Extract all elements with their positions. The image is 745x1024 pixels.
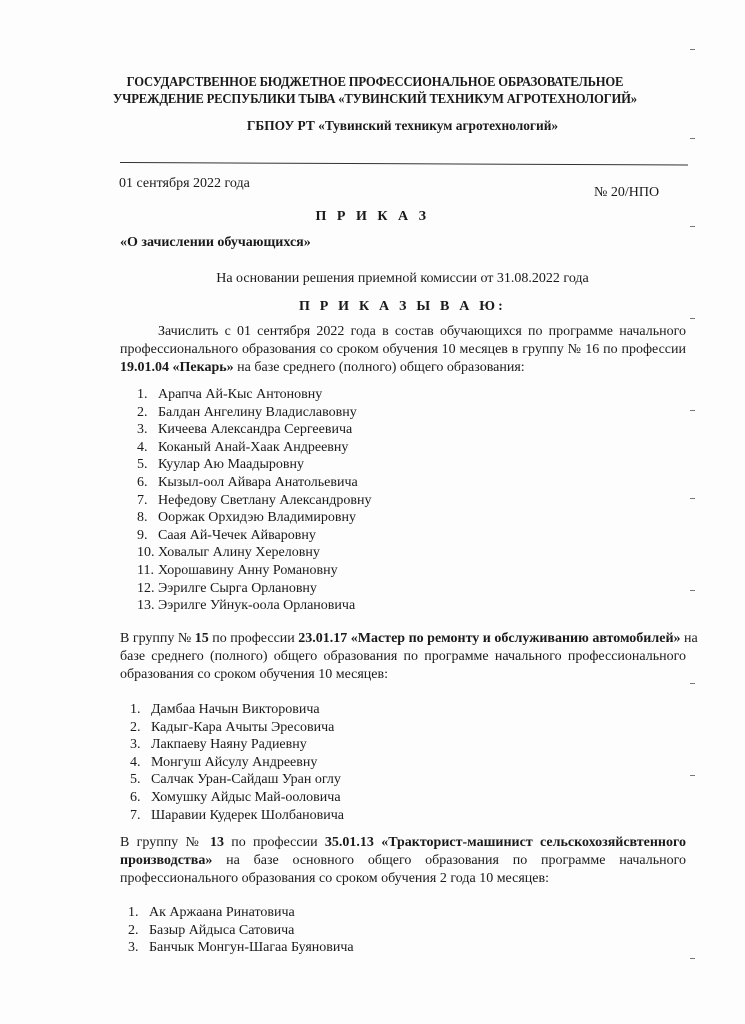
- student-name: Ак Аржаана Ринатовича: [149, 905, 295, 920]
- section-2-paragraph: [120, 630, 698, 684]
- order-number: № 20/НПО: [594, 185, 660, 200]
- group-number-15: 15: [194, 631, 209, 646]
- list-item-number: 4.: [130, 754, 141, 770]
- student-name: Балдан Ангелину Владиславовну: [158, 404, 357, 420]
- student-name: Монгуш Айсулу Андреевну: [151, 754, 318, 770]
- section-2-line-1: [120, 630, 698, 648]
- student-name: Хомушку Айдыс Май-ооловича: [151, 789, 341, 805]
- list-item-number: 10.: [137, 545, 155, 561]
- student-name: Лакпаеву Наяну Радиевну: [151, 737, 307, 753]
- section-3-line-2: [120, 852, 686, 870]
- student-name: Арапча Ай-Кыс Антоновну: [158, 387, 323, 402]
- list-item-number: 6.: [137, 474, 148, 490]
- scan-mark: [690, 958, 695, 959]
- list-item-number: 2.: [128, 922, 139, 938]
- list-item-number: 3.: [128, 940, 139, 956]
- list-item-number: 7.: [137, 492, 148, 508]
- list-item-number: 7.: [130, 807, 141, 823]
- section-3-prefix: В группу №: [120, 835, 210, 850]
- student-list-item: [137, 527, 371, 545]
- student-list-item: [137, 421, 371, 439]
- student-list-item: [128, 922, 354, 940]
- student-list-group-13: [128, 904, 354, 957]
- student-name: Дамбаа Начын Викторовича: [151, 702, 320, 717]
- student-list-item: [137, 439, 371, 457]
- student-list-item: [130, 771, 344, 789]
- section-1-paragraph: [120, 323, 686, 377]
- scan-mark: [690, 226, 695, 227]
- student-list-group-16: [137, 386, 371, 615]
- section-1-line-2: профессионального образования со сроком обучения 10 месяцев в группу № 16 по профессии: [120, 342, 686, 357]
- list-item-number: 12.: [137, 580, 155, 596]
- student-list-item: [137, 580, 371, 598]
- section-1-line-3-rest: на базе среднего (полного) общего образования:: [233, 360, 525, 375]
- student-list-item: [137, 386, 371, 404]
- group-number-13: 13: [209, 835, 224, 850]
- student-list-item: [130, 719, 344, 737]
- scan-mark: [690, 683, 695, 684]
- scan-mark: [690, 410, 695, 411]
- student-list-item: [137, 562, 371, 580]
- student-list-item: [128, 904, 354, 922]
- student-name: Ээрилге Сырга Орлановну: [158, 580, 317, 596]
- list-item-number: 8.: [137, 510, 148, 526]
- student-name: Кадыг-Кара Ачыты Эресовича: [151, 719, 335, 735]
- org-name-line-2: УЧРЕЖДЕНИЕ РЕСПУБЛИКИ ТЫВА «ТУВИНСКИЙ ТЕХНИКУМ АГРОТЕХНОЛОГИЙ»: [113, 91, 637, 106]
- student-name: Кичеева Александра Сергеевича: [158, 422, 353, 438]
- list-item-number: 5.: [137, 457, 148, 473]
- scan-mark: [690, 318, 695, 319]
- scan-mark: [690, 498, 695, 499]
- student-list-item: [130, 701, 344, 719]
- list-item-number: 3.: [137, 422, 148, 438]
- student-name: Куулар Аю Маадыровну: [158, 457, 304, 473]
- list-item-number: 2.: [130, 719, 141, 735]
- student-name: Кызыл-оол Айвара Анатольевича: [158, 474, 358, 490]
- scan-mark: [690, 49, 695, 50]
- list-item-number: 1.: [137, 387, 148, 402]
- list-item-number: 1.: [130, 702, 141, 717]
- student-list-item: [137, 404, 371, 422]
- student-list-item: [137, 509, 371, 527]
- scan-mark: [690, 775, 695, 776]
- section-3-line-3: профессионального образования со сроком обучения 2 года 10 месяцев:: [120, 871, 549, 886]
- list-item-number: 9.: [137, 527, 148, 543]
- student-name: Банчык Монгун-Шагаа Буяновича: [149, 940, 354, 956]
- student-name: Ээрилге Уйнук-оола Орлановича: [158, 598, 356, 614]
- profession-tractor-driver: 35.01.13 «Тракторист-машинист сельскохозяйсвтенного: [324, 835, 686, 850]
- profession-code-bakery: 19.01.04 «Пекарь»: [120, 360, 234, 375]
- scan-mark: [690, 590, 695, 591]
- org-short-name: ГБПОУ РТ «Тувинский техникум агротехнологий»: [246, 118, 559, 133]
- section-3-line-2-rest: на базе основного общего образования по программе начального: [212, 853, 686, 868]
- section-2-line-3: образования со сроком обучения 10 месяцев:: [120, 667, 389, 682]
- student-list-item: [130, 736, 344, 754]
- list-item-number: 6.: [130, 789, 141, 805]
- student-list-item: [130, 789, 344, 807]
- list-item-number: 2.: [137, 404, 148, 420]
- student-name: Коканый Анай-Хаак Андреевну: [158, 439, 349, 455]
- section-1-line-3: [120, 359, 686, 377]
- order-date: 01 сентября 2022 года: [119, 176, 250, 191]
- section-3-line-1: [120, 834, 686, 852]
- student-list-item: [128, 939, 354, 957]
- student-list-item: [137, 492, 371, 510]
- student-list-item: [130, 754, 344, 772]
- student-name: Базыр Айдыса Сатовича: [149, 922, 295, 938]
- section-3-mid: по профессии: [223, 835, 325, 850]
- section-2-line-2: базе среднего (полного) общего образования по программе начального профессионального: [120, 649, 686, 664]
- student-name: Ховалыг Алину Хереловну: [158, 545, 320, 561]
- order-subject: «О зачислении обучающихся»: [120, 235, 311, 250]
- list-item-number: 1.: [128, 905, 139, 920]
- org-name-line-1: ГОСУДАРСТВЕННОЕ БЮДЖЕТНОЕ ПРОФЕССИОНАЛЬНОЕ ОБРАЗОВАТЕЛЬНОЕ: [126, 74, 624, 89]
- section-3-paragraph: [120, 834, 686, 888]
- student-list-item: [137, 544, 371, 562]
- order-title: П Р И К А З: [315, 209, 430, 224]
- list-item-number: 4.: [137, 439, 148, 455]
- list-item-number: 11.: [137, 562, 154, 578]
- student-list-item: [137, 474, 371, 492]
- student-list-item: [137, 597, 371, 615]
- student-list-group-15: [130, 701, 344, 824]
- student-list-item: [130, 807, 344, 825]
- list-item-number: 5.: [130, 772, 141, 788]
- student-name: Нефедову Светлану Александровну: [158, 492, 372, 508]
- order-verb: П Р И К А З Ы В А Ю:: [298, 299, 507, 314]
- header-divider: [120, 162, 688, 165]
- profession-tractor-driver-cont: производства»: [120, 853, 213, 868]
- profession-auto-mechanic: 23.01.17 «Мастер по ремонту и обслуживанию автомобилей»: [298, 631, 681, 646]
- student-list-item: [137, 456, 371, 474]
- student-name: Ооржак Орхидэю Владимировну: [158, 510, 356, 526]
- section-1-line-1: Зачислить с 01 сентября 2022 года в состав обучающихся по программе начального: [158, 324, 686, 339]
- list-item-number: 3.: [130, 737, 141, 753]
- student-name: Хорошавину Анну Романовну: [158, 562, 338, 578]
- student-name: Саая Ай-Чечек Айваровну: [158, 527, 316, 543]
- student-name: Салчак Уран-Сайдаш Уран оглу: [151, 772, 341, 788]
- section-2-suffix: на: [680, 631, 698, 646]
- scan-mark: [690, 138, 695, 139]
- student-name: Шаравии Кудерек Шолбановича: [151, 807, 345, 823]
- list-item-number: 13.: [137, 598, 155, 614]
- order-basis: На основании решения приемной комиссии от 31.08.2022 года: [216, 271, 589, 286]
- section-2-prefix: В группу №: [120, 631, 195, 646]
- section-2-mid: по профессии: [208, 631, 299, 646]
